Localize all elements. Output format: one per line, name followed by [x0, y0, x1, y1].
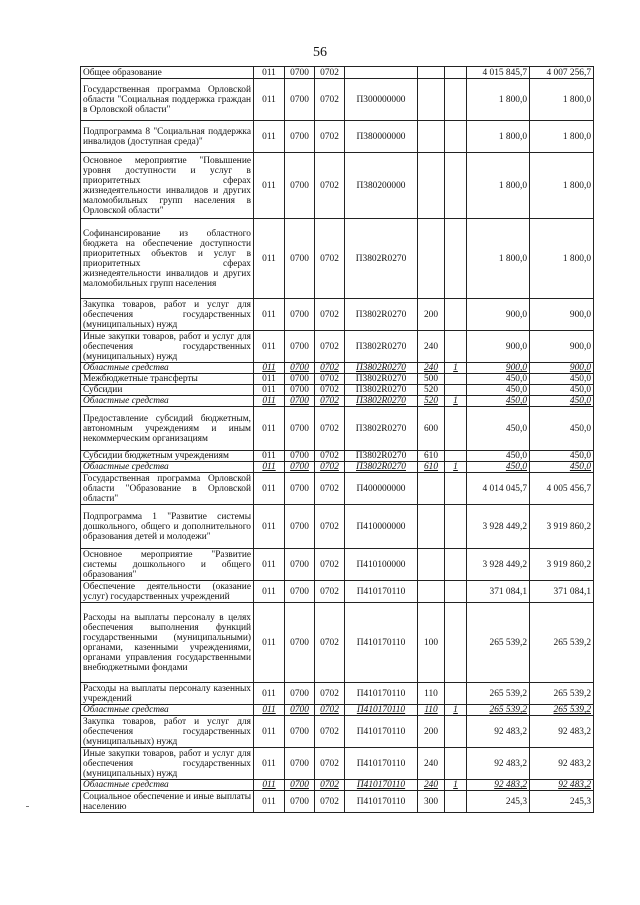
cell-ministry-code: 011 [254, 549, 285, 581]
cell-sum-year-2: 4 007 256,7 [530, 67, 594, 79]
cell-ministry-code: 011 [254, 716, 285, 748]
table-row [81, 121, 594, 153]
cell-sum-year-1: 92 483,2 [467, 716, 530, 748]
cell-sum-year-2: 1 800,0 [530, 153, 594, 219]
table-row [81, 451, 594, 462]
cell-fund-source: 1 [445, 396, 467, 407]
row-name: Социальное обеспечение и иные выплаты населению [81, 791, 254, 813]
cell-subsection-code: 0702 [315, 153, 345, 219]
budget-table-body [81, 67, 594, 813]
cell-sum-year-1: 900,0 [467, 331, 530, 363]
cell-section-code: 0700 [285, 79, 315, 121]
cell-sum-year-2: 92 483,2 [530, 780, 594, 791]
cell-expense-type: 240 [418, 331, 445, 363]
cell-sum-year-2: 3 919 860,2 [530, 549, 594, 581]
cell-sum-year-1: 371 084,1 [467, 581, 530, 603]
cell-expense-type: 520 [418, 385, 445, 396]
cell-expense-type [418, 473, 445, 505]
cell-fund-source [445, 299, 467, 331]
table-row [81, 67, 594, 79]
cell-sum-year-1: 3 928 449,2 [467, 505, 530, 549]
cell-target-article: П3802R0270 [345, 396, 418, 407]
cell-subsection-code: 0702 [315, 780, 345, 791]
cell-section-code: 0700 [285, 748, 315, 780]
row-name: Общее образование [81, 67, 254, 79]
cell-ministry-code: 011 [254, 299, 285, 331]
budget-table [80, 66, 594, 813]
cell-section-code: 0700 [285, 121, 315, 153]
cell-target-article: П400000000 [345, 473, 418, 505]
cell-sum-year-1: 450,0 [467, 385, 530, 396]
cell-section-code: 0700 [285, 581, 315, 603]
cell-sum-year-2: 450,0 [530, 396, 594, 407]
cell-expense-type [418, 549, 445, 581]
row-name: Государственная программа Орловской области "Социальная поддержка граждан в Орловской области" [81, 79, 254, 121]
cell-ministry-code: 011 [254, 473, 285, 505]
row-name: Областные средства [81, 705, 254, 716]
cell-expense-type: 240 [418, 748, 445, 780]
cell-fund-source [445, 374, 467, 385]
cell-subsection-code: 0702 [315, 299, 345, 331]
cell-sum-year-2: 1 800,0 [530, 219, 594, 299]
cell-section-code: 0700 [285, 791, 315, 813]
row-name: Иные закупки товаров, работ и услуг для обеспечения государственных (муниципальных) нужд [81, 331, 254, 363]
table-row [81, 473, 594, 505]
cell-ministry-code: 011 [254, 79, 285, 121]
row-name: Расходы на выплаты персоналу в целях обеспечения выполнения функций государственными (муниципальными) органами, казенными учреждениями, органами управления государственными внебюджетными фондами [81, 603, 254, 683]
cell-ministry-code: 011 [254, 451, 285, 462]
row-name: Основное мероприятие "Повышение уровня доступности и услуг в приоритетных сферах жизнедеятельности инвалидов и других маломобильных групп населения в Орловской области" [81, 153, 254, 219]
cell-subsection-code: 0702 [315, 581, 345, 603]
cell-sum-year-1: 265 539,2 [467, 705, 530, 716]
cell-target-article: П3802R0270 [345, 407, 418, 451]
cell-subsection-code: 0702 [315, 549, 345, 581]
row-name: Обеспечение деятельности (оказание услуг) государственных учреждений [81, 581, 254, 603]
cell-section-code: 0700 [285, 473, 315, 505]
cell-sum-year-2: 265 539,2 [530, 705, 594, 716]
cell-fund-source: 1 [445, 780, 467, 791]
cell-fund-source [445, 505, 467, 549]
cell-sum-year-1: 1 800,0 [467, 219, 530, 299]
cell-subsection-code: 0702 [315, 505, 345, 549]
cell-section-code: 0700 [285, 385, 315, 396]
table-row [81, 683, 594, 705]
cell-subsection-code: 0702 [315, 331, 345, 363]
cell-expense-type [418, 153, 445, 219]
cell-subsection-code: 0702 [315, 462, 345, 473]
cell-ministry-code: 011 [254, 219, 285, 299]
row-name: Софинансирование из областного бюджета на обеспечение доступности приоритетных объектов и услуг в приоритетных сферах жизнедеятельности инвалидов и других маломобильных групп населения [81, 219, 254, 299]
cell-section-code: 0700 [285, 683, 315, 705]
table-row [81, 780, 594, 791]
cell-ministry-code: 011 [254, 385, 285, 396]
cell-subsection-code: 0702 [315, 603, 345, 683]
cell-sum-year-1: 265 539,2 [467, 683, 530, 705]
cell-target-article: П410170110 [345, 716, 418, 748]
cell-fund-source [445, 121, 467, 153]
table-row [81, 385, 594, 396]
cell-ministry-code: 011 [254, 505, 285, 549]
row-name: Подпрограмма 1 "Развитие системы дошкольного, общего и дополнительного образования детей и молодежи" [81, 505, 254, 549]
row-name: Областные средства [81, 363, 254, 374]
cell-section-code: 0700 [285, 153, 315, 219]
cell-fund-source: 1 [445, 705, 467, 716]
cell-ministry-code: 011 [254, 374, 285, 385]
cell-section-code: 0700 [285, 407, 315, 451]
cell-sum-year-1: 4 015 845,7 [467, 67, 530, 79]
cell-sum-year-1: 265 539,2 [467, 603, 530, 683]
table-row [81, 407, 594, 451]
cell-expense-type: 500 [418, 374, 445, 385]
cell-target-article: П3802R0270 [345, 363, 418, 374]
table-row [81, 581, 594, 603]
cell-ministry-code: 011 [254, 748, 285, 780]
table-row [81, 716, 594, 748]
cell-ministry-code: 011 [254, 331, 285, 363]
cell-fund-source [445, 473, 467, 505]
cell-expense-type [418, 581, 445, 603]
cell-subsection-code: 0702 [315, 748, 345, 780]
cell-sum-year-1: 450,0 [467, 374, 530, 385]
cell-sum-year-1: 900,0 [467, 299, 530, 331]
cell-fund-source [445, 153, 467, 219]
cell-sum-year-2: 245,3 [530, 791, 594, 813]
cell-target-article: П3802R0270 [345, 462, 418, 473]
cell-ministry-code: 011 [254, 683, 285, 705]
row-name: Основное мероприятие "Развитие системы дошкольного и общего образования" [81, 549, 254, 581]
cell-fund-source [445, 67, 467, 79]
cell-section-code: 0700 [285, 505, 315, 549]
cell-expense-type [418, 219, 445, 299]
cell-expense-type: 240 [418, 780, 445, 791]
row-name: Областные средства [81, 780, 254, 791]
cell-section-code: 0700 [285, 462, 315, 473]
cell-section-code: 0700 [285, 603, 315, 683]
table-row [81, 462, 594, 473]
cell-target-article: П410170110 [345, 603, 418, 683]
cell-ministry-code: 011 [254, 780, 285, 791]
page-number: 56 [313, 45, 327, 60]
cell-subsection-code: 0702 [315, 363, 345, 374]
cell-section-code: 0700 [285, 705, 315, 716]
cell-sum-year-1: 450,0 [467, 407, 530, 451]
cell-ministry-code: 011 [254, 363, 285, 374]
cell-sum-year-2: 450,0 [530, 451, 594, 462]
cell-ministry-code: 011 [254, 153, 285, 219]
table-row [81, 79, 594, 121]
cell-fund-source [445, 407, 467, 451]
cell-fund-source [445, 683, 467, 705]
cell-section-code: 0700 [285, 67, 315, 79]
cell-subsection-code: 0702 [315, 385, 345, 396]
cell-expense-type: 110 [418, 683, 445, 705]
cell-target-article: П300000000 [345, 79, 418, 121]
table-row [81, 374, 594, 385]
cell-subsection-code: 0702 [315, 705, 345, 716]
cell-expense-type [418, 505, 445, 549]
cell-target-article: П3802R0270 [345, 451, 418, 462]
cell-ministry-code: 011 [254, 791, 285, 813]
cell-fund-source [445, 219, 467, 299]
cell-target-article: П410170110 [345, 705, 418, 716]
cell-subsection-code: 0702 [315, 396, 345, 407]
cell-target-article: П3802R0270 [345, 219, 418, 299]
cell-sum-year-2: 450,0 [530, 407, 594, 451]
cell-subsection-code: 0702 [315, 716, 345, 748]
cell-sum-year-1: 1 800,0 [467, 79, 530, 121]
cell-sum-year-2: 450,0 [530, 374, 594, 385]
table-row [81, 748, 594, 780]
cell-expense-type: 240 [418, 363, 445, 374]
cell-section-code: 0700 [285, 451, 315, 462]
cell-subsection-code: 0702 [315, 121, 345, 153]
row-name: Иные закупки товаров, работ и услуг для обеспечения государственных (муниципальных) нужд [81, 748, 254, 780]
cell-target-article: П3802R0270 [345, 374, 418, 385]
table-row [81, 219, 594, 299]
cell-subsection-code: 0702 [315, 407, 345, 451]
row-name: Межбюджетные трансферты [81, 374, 254, 385]
row-name: Закупка товаров, работ и услуг для обеспечения государственных (муниципальных) нужд [81, 299, 254, 331]
cell-ministry-code: 011 [254, 581, 285, 603]
cell-section-code: 0700 [285, 396, 315, 407]
row-name: Субсидии [81, 385, 254, 396]
cell-sum-year-1: 450,0 [467, 396, 530, 407]
cell-target-article: П410170110 [345, 748, 418, 780]
cell-sum-year-1: 3 928 449,2 [467, 549, 530, 581]
cell-expense-type: 200 [418, 716, 445, 748]
cell-sum-year-2: 265 539,2 [530, 603, 594, 683]
cell-expense-type [418, 79, 445, 121]
cell-subsection-code: 0702 [315, 374, 345, 385]
cell-section-code: 0700 [285, 716, 315, 748]
cell-subsection-code: 0702 [315, 219, 345, 299]
cell-target-article: П380000000 [345, 121, 418, 153]
cell-section-code: 0700 [285, 374, 315, 385]
cell-ministry-code: 011 [254, 462, 285, 473]
cell-expense-type [418, 67, 445, 79]
cell-ministry-code: 011 [254, 121, 285, 153]
table-row [81, 363, 594, 374]
cell-sum-year-2: 4 005 456,7 [530, 473, 594, 505]
table-row [81, 396, 594, 407]
cell-sum-year-2: 3 919 860,2 [530, 505, 594, 549]
table-row [81, 603, 594, 683]
cell-subsection-code: 0702 [315, 683, 345, 705]
row-name: Областные средства [81, 396, 254, 407]
cell-fund-source: 1 [445, 363, 467, 374]
cell-ministry-code: 011 [254, 407, 285, 451]
cell-target-article: П410170110 [345, 581, 418, 603]
cell-section-code: 0700 [285, 363, 315, 374]
cell-sum-year-2: 92 483,2 [530, 748, 594, 780]
cell-expense-type: 600 [418, 407, 445, 451]
cell-fund-source [445, 79, 467, 121]
cell-sum-year-2: 371 084,1 [530, 581, 594, 603]
cell-ministry-code: 011 [254, 396, 285, 407]
cell-sum-year-2: 900,0 [530, 299, 594, 331]
cell-fund-source [445, 748, 467, 780]
cell-section-code: 0700 [285, 299, 315, 331]
cell-sum-year-2: 1 800,0 [530, 121, 594, 153]
scan-mark [26, 806, 29, 807]
cell-sum-year-1: 900,0 [467, 363, 530, 374]
cell-expense-type: 200 [418, 299, 445, 331]
cell-sum-year-2: 900,0 [530, 363, 594, 374]
row-name: Закупка товаров, работ и услуг для обеспечения государственных (муниципальных) нужд [81, 716, 254, 748]
cell-fund-source [445, 331, 467, 363]
cell-target-article: П3802R0270 [345, 385, 418, 396]
row-name: Подпрограмма 8 "Социальная поддержка инвалидов (доступная среда)" [81, 121, 254, 153]
cell-fund-source [445, 549, 467, 581]
cell-sum-year-2: 265 539,2 [530, 683, 594, 705]
cell-sum-year-2: 92 483,2 [530, 716, 594, 748]
cell-fund-source [445, 581, 467, 603]
cell-fund-source [445, 791, 467, 813]
cell-sum-year-1: 1 800,0 [467, 153, 530, 219]
cell-sum-year-1: 92 483,2 [467, 748, 530, 780]
table-row [81, 549, 594, 581]
cell-fund-source [445, 385, 467, 396]
cell-ministry-code: 011 [254, 705, 285, 716]
table-row [81, 705, 594, 716]
cell-target-article: П410100000 [345, 549, 418, 581]
cell-fund-source: 1 [445, 462, 467, 473]
cell-expense-type: 520 [418, 396, 445, 407]
cell-target-article: П3802R0270 [345, 331, 418, 363]
cell-subsection-code: 0702 [315, 67, 345, 79]
row-name: Предоставление субсидий бюджетным, автономным учреждениям и иным некоммерческим организациям [81, 407, 254, 451]
cell-ministry-code: 011 [254, 603, 285, 683]
cell-subsection-code: 0702 [315, 791, 345, 813]
cell-expense-type: 300 [418, 791, 445, 813]
cell-target-article: П410000000 [345, 505, 418, 549]
cell-sum-year-1: 4 014 045,7 [467, 473, 530, 505]
cell-target-article: П3802R0270 [345, 299, 418, 331]
cell-target-article: П410170110 [345, 683, 418, 705]
cell-subsection-code: 0702 [315, 473, 345, 505]
cell-target-article: П410170110 [345, 780, 418, 791]
table-row [81, 299, 594, 331]
table-row [81, 505, 594, 549]
cell-sum-year-1: 450,0 [467, 462, 530, 473]
cell-target-article: П410170110 [345, 791, 418, 813]
cell-sum-year-2: 900,0 [530, 331, 594, 363]
row-name: Государственная программа Орловской области "Образование в Орловской области" [81, 473, 254, 505]
row-name: Расходы на выплаты персоналу казенных учреждений [81, 683, 254, 705]
cell-section-code: 0700 [285, 780, 315, 791]
cell-sum-year-2: 450,0 [530, 385, 594, 396]
row-name: Областные средства [81, 462, 254, 473]
table-row [81, 331, 594, 363]
cell-expense-type: 110 [418, 705, 445, 716]
cell-target-article [345, 67, 418, 79]
cell-sum-year-1: 245,3 [467, 791, 530, 813]
cell-subsection-code: 0702 [315, 451, 345, 462]
cell-section-code: 0700 [285, 219, 315, 299]
row-name: Субсидии бюджетным учреждениям [81, 451, 254, 462]
cell-fund-source [445, 603, 467, 683]
cell-sum-year-2: 450,0 [530, 462, 594, 473]
cell-target-article: П380200000 [345, 153, 418, 219]
cell-sum-year-2: 1 800,0 [530, 79, 594, 121]
cell-fund-source [445, 451, 467, 462]
table-row [81, 791, 594, 813]
cell-subsection-code: 0702 [315, 79, 345, 121]
cell-ministry-code: 011 [254, 67, 285, 79]
cell-fund-source [445, 716, 467, 748]
cell-section-code: 0700 [285, 549, 315, 581]
cell-expense-type: 610 [418, 462, 445, 473]
table-row [81, 153, 594, 219]
cell-section-code: 0700 [285, 331, 315, 363]
cell-expense-type: 100 [418, 603, 445, 683]
cell-sum-year-1: 92 483,2 [467, 780, 530, 791]
cell-expense-type [418, 121, 445, 153]
cell-expense-type: 610 [418, 451, 445, 462]
cell-sum-year-1: 450,0 [467, 451, 530, 462]
cell-sum-year-1: 1 800,0 [467, 121, 530, 153]
